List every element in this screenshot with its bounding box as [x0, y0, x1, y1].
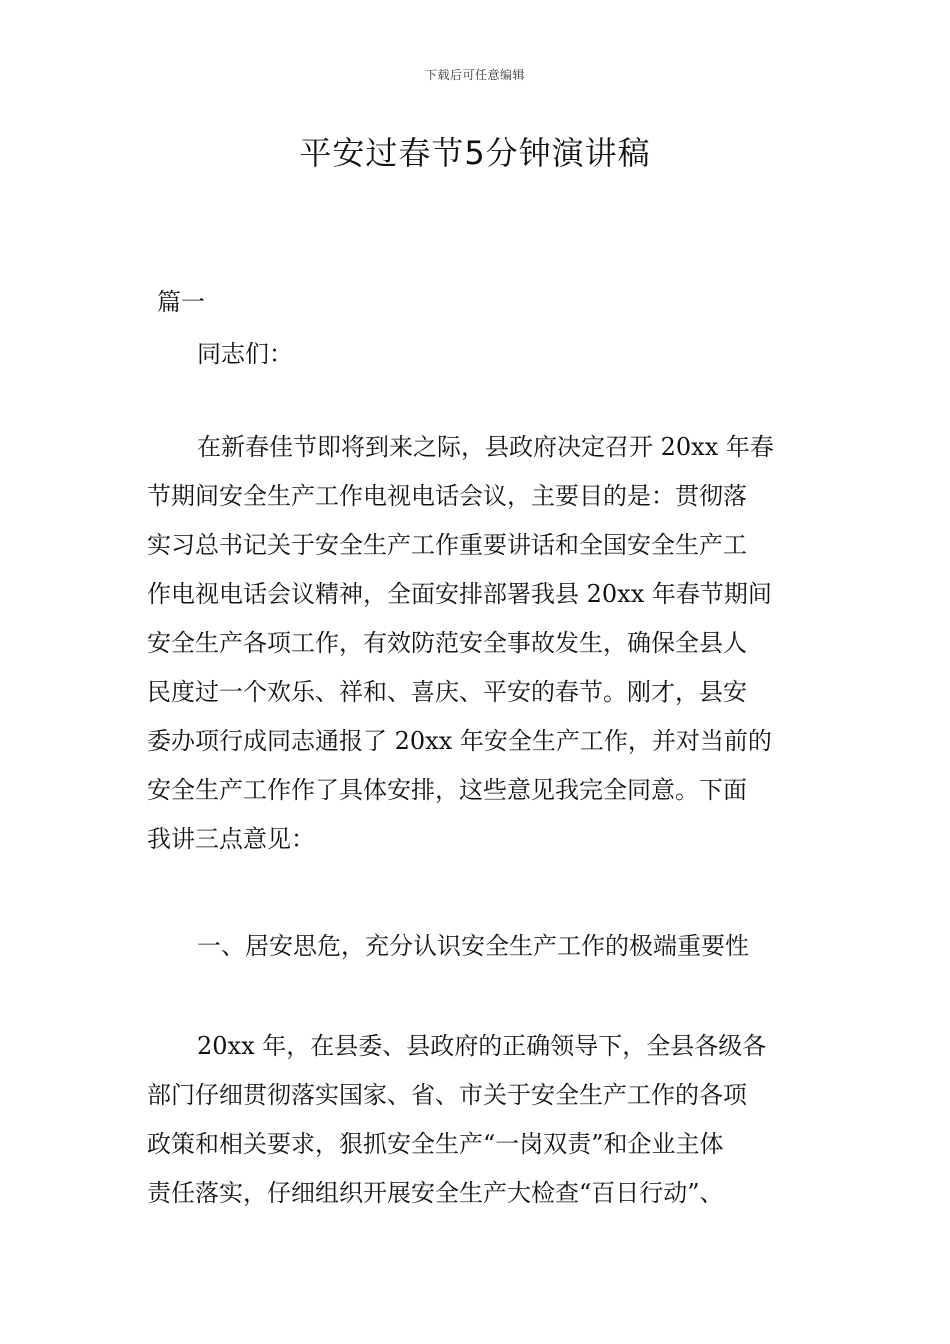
paragraph-1-line: 民度过一个欢乐、祥和、喜庆、平安的春节。刚才，县安	[147, 678, 747, 706]
paragraph-1-line: 作电视电话会议精神，全面安排部署我县 20xx 年春节期间	[147, 580, 772, 608]
paragraph-1-line: 实习总书记关于安全生产工作重要讲话和全国安全生产工	[147, 531, 747, 559]
paragraph-1-line: 节期间安全生产工作电视电话会议，主要目的是：贯彻落	[147, 482, 747, 510]
section-heading-1: 一、居安思危，充分认识安全生产工作的极端重要性	[197, 932, 749, 960]
paragraph-2-line: 20xx 年，在县委、县政府的正确领导下，全县各级各	[197, 1032, 767, 1060]
salutation: 同志们：	[197, 340, 293, 368]
paragraph-1	[147, 423, 807, 864]
paragraph-1-line: 在新春佳节即将到来之际，县政府决定召开 20xx 年春	[197, 433, 774, 461]
paragraph-1-line: 委办项行成同志通报了 20xx 年安全生产工作，并对当前的	[147, 727, 772, 755]
document-title: 平安过春节5分钟演讲稿	[299, 134, 651, 172]
paragraph-1-line: 安全生产工作作了具体安排，这些意见我完全同意。下面	[147, 776, 747, 804]
paragraph-2-line: 政策和相关要求，狠抓安全生产“一岗双责”和企业主体	[147, 1130, 724, 1158]
paragraph-2	[147, 1022, 807, 1218]
section-label: 篇一	[157, 288, 205, 316]
header-note: 下载后可任意编辑	[424, 68, 525, 82]
paragraph-1-line: 安全生产各项工作，有效防范安全事故发生，确保全县人	[147, 629, 747, 657]
paragraph-1-line: 我讲三点意见：	[147, 825, 315, 853]
paragraph-2-line: 责任落实，仔细组织开展安全生产大检查“百日行动”、	[147, 1179, 724, 1207]
paragraph-2-line: 部门仔细贯彻落实国家、省、市关于安全生产工作的各项	[147, 1081, 747, 1109]
